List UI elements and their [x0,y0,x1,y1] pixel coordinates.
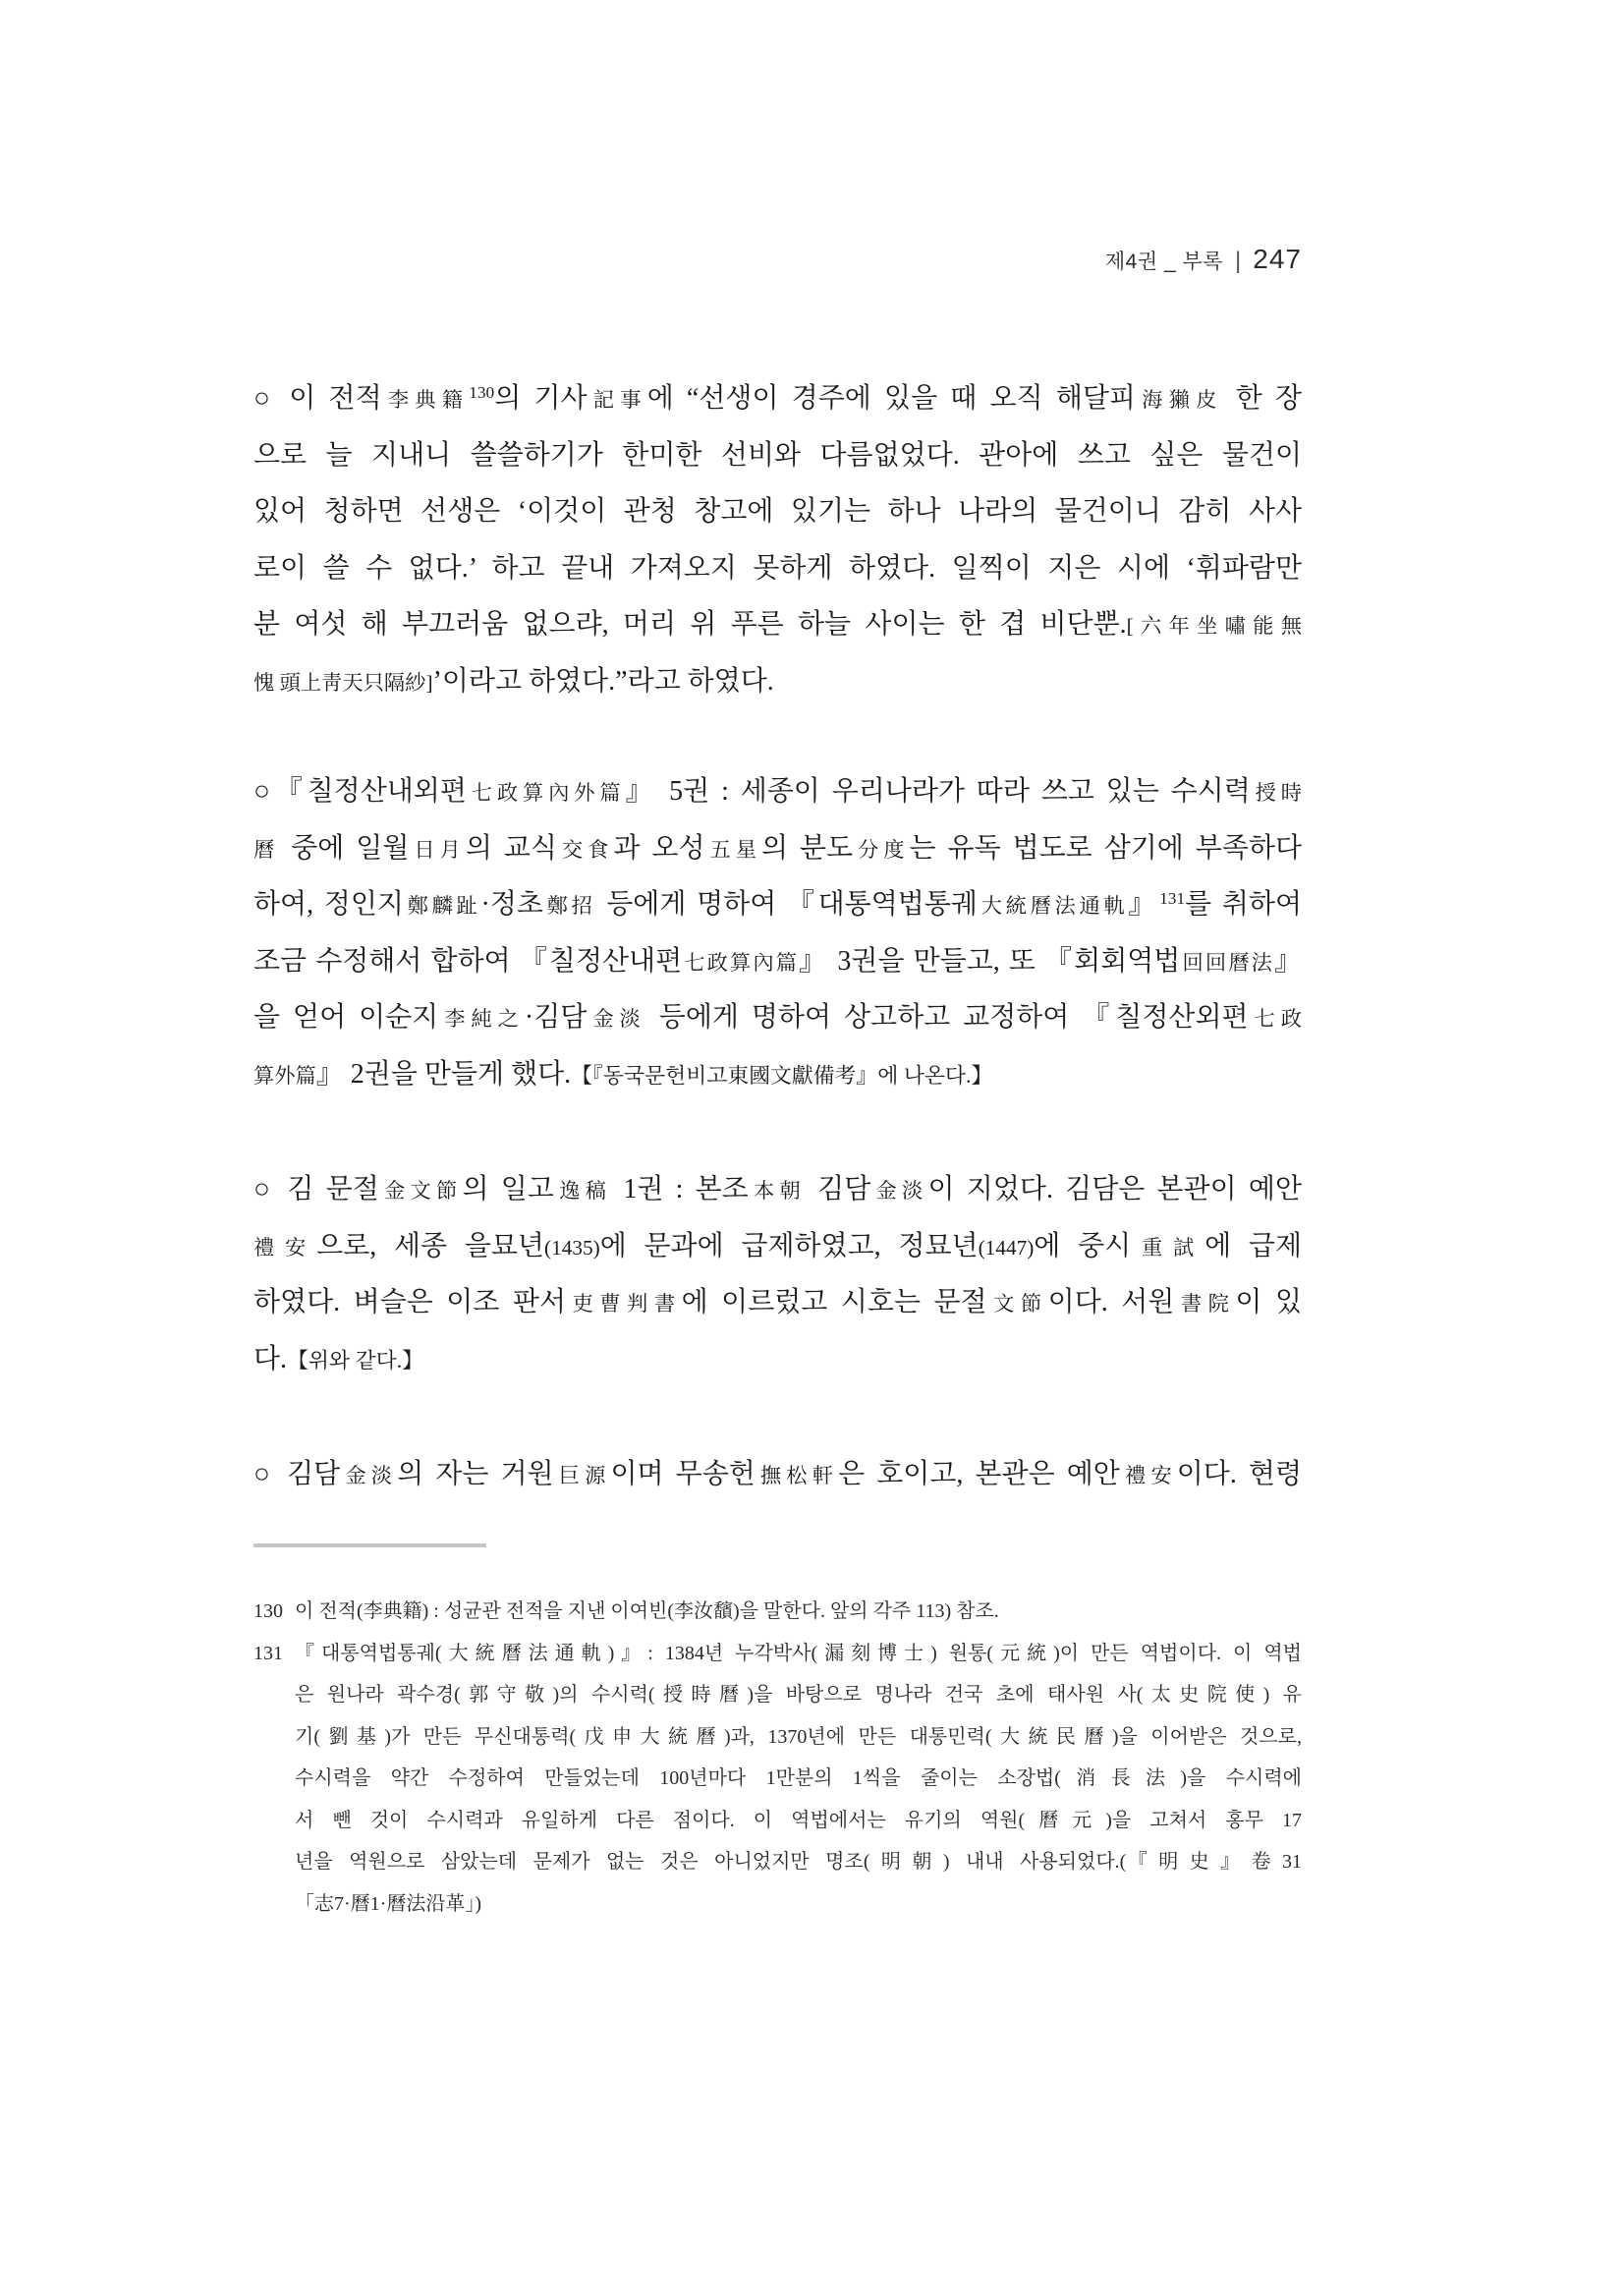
text-run: 하여, 정인지 [253,889,404,920]
text-run: 이 지었다. 김담은 본관이 예안 [927,1174,1303,1204]
text-run: 는 유독 법도로 삼기에 부족하다 [909,832,1302,864]
paragraph [253,1161,1302,1387]
section-title: 제4권 _ 부록 [1104,251,1224,273]
hanja-gloss: 鄭麟趾 [403,894,481,918]
body-line [253,876,1302,933]
header-separator: | [1235,248,1242,274]
text-run: ·정초 [480,889,543,920]
footnote [253,1591,1305,1633]
text-run: 있어 청하면 선생은 ‘이것이 관청 창고에 있기는 하나 나라의 물건이니 감히 사사 [253,496,1302,527]
hanja-gloss: 大統曆法通軌 [977,894,1129,918]
hanja-gloss: 五星 [704,837,761,862]
body-line [253,1161,1302,1218]
hanja-gloss: 李典籍 [381,388,470,412]
footnote [253,1633,1305,1926]
hanja-gloss: 七政算內篇 [682,950,800,975]
hanja-gloss: 金文節 [378,1179,463,1203]
text-run: 을 얻어 이순지 [253,1002,439,1033]
paragraph [253,1446,1302,1503]
body-line [253,596,1302,653]
page-number: 247 [1253,244,1302,274]
hanja-gloss: 愧 頭上靑天只隔紗] [253,670,433,695]
hanja-gloss: 撫松軒 [755,1464,839,1487]
text-run: 등에게 명하여 상고하고 교정하여 『칠정산외편 [645,1002,1249,1033]
text-run: ○『칠정산내외편 [253,776,467,807]
text-run: ○ 김 문절 [253,1174,379,1204]
text-run: 1권 : 본조 [611,1174,749,1204]
text-run: 이며 무송헌 [610,1459,756,1489]
hanja-gloss: 算外篇 [253,1063,316,1088]
text-run: 과 오성 [613,832,705,864]
body-line [253,1274,1302,1331]
text-run: ’이라고 하였다.”라고 하였다. [432,665,774,697]
text-run: 의 자는 거원 [397,1459,554,1489]
footnote-text [295,1633,1302,1926]
text-run: 』 2권을 만들게 했다. [315,1058,572,1090]
footnote-line: 「志7·曆1·曆法沿革」) [295,1892,481,1915]
text-run: 에 중시 [1034,1230,1132,1261]
footnote-reference: 130 [469,383,495,403]
hanja-gloss: 金淡 [340,1464,398,1487]
footnote-line: 은 원나라 곽수경(郭守敬)의 수시력(授時曆)을 바탕으로 명나라 건국 초에 태사원 사(太史院使) 유 [295,1684,1302,1706]
text-run: 한 장 [1222,383,1303,414]
text-run: 의 분도 [760,832,854,864]
text-run: 를 취하여 [1185,889,1303,920]
text-run: 이 있 [1235,1287,1302,1317]
text-run: 』 [1128,889,1160,920]
body-line [253,933,1302,990]
body-line [253,1331,1302,1388]
hanja-gloss: (1447) [978,1235,1035,1260]
text-run: 등에게 명하여 『대통역법통궤 [595,889,978,920]
body-line [253,1446,1302,1503]
text-run: 에 문과에 급제하였고, 정묘년 [599,1230,979,1261]
text-run: ○ 이 전적 [253,383,382,414]
footnote-line: 서 뺀 것이 수시력과 유일하게 다른 점이다. 이 역법에서는 유기의 역원(曆元)을 고쳐서 홍무 17 [295,1809,1302,1831]
body-line [253,483,1302,540]
text-run: 분 여섯 해 부끄러움 없으랴, 머리 위 푸른 하늘 사이는 한 겹 비단뿐. [253,609,1127,640]
text-run: 』 5권 : 세종이 우리나라가 따라 쓰고 있는 수시력 [625,776,1251,807]
body-line [253,370,1302,427]
hanja-gloss: 文節 [986,1292,1048,1316]
hanja-gloss: (1435) [543,1235,600,1260]
hanja-gloss: 日月 [409,837,466,862]
body-line [253,763,1302,820]
text-run: 이다. 서원 [1047,1287,1175,1317]
hanja-gloss: 記事 [587,388,647,412]
paragraph [253,370,1302,709]
hanja-gloss: 七政算內外篇 [466,781,626,805]
text-run: 다. [253,1343,288,1374]
hanja-gloss: 書院 [1174,1292,1236,1316]
hanja-gloss: [六年坐嘯能無 [1126,614,1302,638]
text-run: 에 “선생이 경주에 있을 때 오직 해달피 [646,383,1136,414]
body-line [253,427,1302,484]
footnote-line: 기(劉基)가 만든 무신대통력(戊申大統曆)과, 1370년에 만든 대통민력(大統民曆)을 이어받은 것으로, [295,1725,1302,1748]
hanja-gloss: 李純之 [438,1007,525,1031]
footnotes [253,1591,1305,1925]
hanja-gloss: 授時 [1250,781,1303,805]
body-line [253,1046,1302,1103]
text-run: 이다. 현령 [1176,1459,1303,1489]
hanja-gloss: 巨源 [553,1464,611,1487]
text-run: 중에 일월 [279,832,410,864]
text-run: 의 일고 [462,1174,554,1204]
footnote-number: 131 [253,1642,283,1664]
hanja-gloss: 回回曆法 [1180,950,1274,975]
text-run: 에 이르렀고 시호는 문절 [681,1287,987,1317]
hanja-gloss: 分度 [853,837,910,862]
hanja-gloss: 重試 [1131,1235,1205,1260]
hanja-gloss: 七政 [1248,1007,1303,1031]
hanja-gloss: 曆 [253,837,280,862]
footnote-divider [253,1543,486,1547]
text-run: 』 [1274,945,1303,977]
body-line [253,540,1302,597]
hanja-gloss: 交食 [556,837,614,862]
text-run: 조금 수정해서 합하여 『칠정산내편 [253,945,683,977]
footnote-line: 년을 역원으로 삼았는데 문제가 없는 것은 아니었지만 명조(明朝) 내내 사용되었다.(『明史』卷31 [295,1851,1302,1873]
hanja-gloss: 禮安 [253,1235,317,1260]
body-line [253,1218,1302,1275]
footnote-line: 이 전적(李典籍) : 성균관 전적을 지낸 이여빈(李汝馪)을 말한다. 앞의 각주 113) 참조. [295,1600,999,1622]
footnote-line: 수시력을 약간 수정하여 만들었는데 100년마다 1만분의 1씩을 줄이는 소장법(消長法)을 수시력에 [295,1767,1302,1789]
source-note: 【『동국문헌비고東國文獻備考』에 나온다.】 [571,1063,993,1088]
text-run: 으로 늘 지내니 쓸쓸하기가 한미한 선비와 다름없었다. 관아에 쓰고 싶은 물건이 [253,439,1302,471]
footnote-number: 130 [253,1600,283,1622]
text-run: 로이 쓸 수 없다.’ 하고 끝내 가져오지 못하게 하였다. 일찍이 지은 시에 ‘휘파람만 [253,552,1302,584]
footnote-reference: 131 [1159,889,1186,909]
text-run: ·김담 [524,1002,588,1033]
hanja-gloss: 海獺皮 [1135,388,1223,412]
running-header [1105,244,1302,275]
body-line [253,820,1302,877]
footnote-text [295,1591,1302,1633]
hanja-gloss: 本朝 [748,1179,806,1203]
text-run: 하였다. 벼슬은 이조 판서 [253,1287,566,1317]
text-run: 의 교식 [465,832,557,864]
text-run: 김담 [805,1174,871,1204]
hanja-gloss: 金淡 [587,1007,646,1031]
footnote-line: 『대통역법통궤(大統曆法通軌)』: 1384년 누각박사(漏刻博士) 원통(元統)이 만든 역법이다. 이 역법 [295,1642,1302,1664]
hanja-gloss: 金淡 [870,1179,928,1203]
text-run: 에 급제 [1204,1230,1302,1261]
hanja-gloss: 逸稿 [553,1179,612,1203]
hanja-gloss: 鄭招 [542,894,596,918]
body-line [253,989,1302,1046]
hanja-gloss: 禮安 [1119,1464,1177,1487]
body-line [253,653,1302,710]
hanja-gloss: 吏曹判書 [566,1292,682,1316]
text-run: 은 호이고, 본관은 예안 [838,1459,1120,1489]
text-run: ○ 김담 [253,1459,341,1489]
paragraph [253,763,1302,1102]
text-run: 』 3권을 만들고, 또 『회회역법 [799,945,1181,977]
text-run: 으로, 세종 을묘년 [316,1230,544,1261]
text-run: 의 기사 [494,383,588,414]
source-note: 【위와 같다.】 [287,1348,423,1372]
